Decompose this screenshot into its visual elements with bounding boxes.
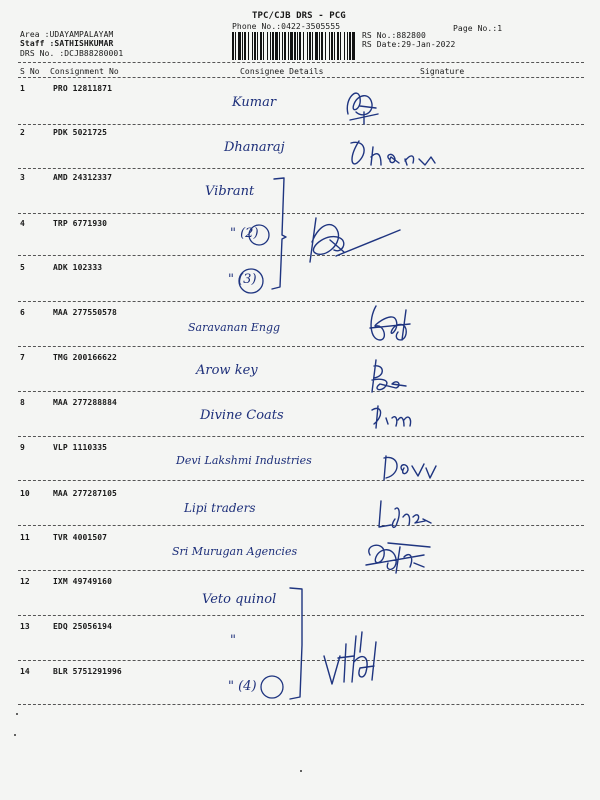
row-consignment: PDK 5021725 xyxy=(53,128,108,137)
row-consignee: Divine Coats xyxy=(200,408,284,423)
column-sno: S No xyxy=(20,67,40,76)
circle-mark xyxy=(246,222,272,248)
signature-row-13 xyxy=(318,622,393,692)
row-consignment: TVR 4001507 xyxy=(53,533,108,542)
column-consignment: Consignment No xyxy=(50,67,119,76)
barcode-image xyxy=(232,32,360,60)
row-sno: 12 xyxy=(20,577,30,586)
row-consignment: ADK 102333 xyxy=(53,263,103,272)
row-sno: 8 xyxy=(20,398,25,407)
rs-date: RS Date:29-Jan-2022 xyxy=(362,40,456,49)
row-consignee: Devi Lakshmi Industries xyxy=(176,454,312,467)
row-sno: 14 xyxy=(20,667,30,676)
row-consignee: Lipi traders xyxy=(184,501,256,515)
row-sno: 9 xyxy=(20,443,25,452)
column-signature: Signature xyxy=(420,67,465,76)
row-consignee: " (3) xyxy=(228,272,257,287)
signature-row-11 xyxy=(360,537,440,579)
row-consignee: " xyxy=(230,633,236,648)
row-divider xyxy=(18,391,584,392)
signature-row-1 xyxy=(340,84,385,126)
area-label: Area :UDAYAMPALAYAM xyxy=(20,30,114,39)
row-sno: 11 xyxy=(20,533,30,542)
grouping-bracket-a xyxy=(270,175,300,295)
row-sno: 2 xyxy=(20,128,25,137)
row-consignee: Vibrant xyxy=(205,184,255,199)
row-consignee: Saravanan Engg xyxy=(188,321,281,334)
header-divider xyxy=(18,62,584,63)
circle-mark xyxy=(257,672,287,702)
row-consignee: Sri Murugan Agencies xyxy=(172,545,298,558)
scan-speck xyxy=(300,770,302,772)
row-sno: 10 xyxy=(20,489,30,498)
row-consignee: Arow key xyxy=(196,363,258,378)
row-consignment: EDQ 25056194 xyxy=(53,622,112,631)
row-consignment: IXM 49749160 xyxy=(53,577,112,586)
document-title: TPC/CJB DRS - PCG xyxy=(252,11,346,21)
column-divider xyxy=(18,77,584,78)
row-divider xyxy=(18,168,584,169)
drs-number: DRS No. :DCJB88280001 xyxy=(20,49,124,58)
grouping-bracket-b xyxy=(288,585,314,705)
row-consignee: Veto quinol xyxy=(202,592,277,607)
row-divider xyxy=(18,436,584,437)
signature-row-4 xyxy=(300,212,410,272)
row-consignment: MAA 277288884 xyxy=(53,398,117,407)
row-sno: 6 xyxy=(20,308,25,317)
row-sno: 13 xyxy=(20,622,30,631)
row-consignment: MAA 277287105 xyxy=(53,489,117,498)
row-consignee: " (4) xyxy=(228,679,257,694)
row-divider xyxy=(18,525,584,526)
row-sno: 7 xyxy=(20,353,25,362)
rs-number: RS No.:882800 xyxy=(362,31,426,40)
row-consignment: VLP 1110335 xyxy=(53,443,108,452)
row-consignee: Dhanaraj xyxy=(224,140,285,155)
row-consignment: BLR 5751291996 xyxy=(53,667,122,676)
row-sno: 5 xyxy=(20,263,25,272)
signature-row-7 xyxy=(362,356,412,396)
row-sno: 3 xyxy=(20,173,25,182)
row-divider xyxy=(18,480,584,481)
row-sno: 1 xyxy=(20,84,25,93)
row-divider xyxy=(18,346,584,347)
signature-row-9 xyxy=(378,448,438,488)
row-sno: 4 xyxy=(20,219,25,228)
signature-row-10 xyxy=(375,495,435,535)
staff-label: Staff :SATHISHKUMAR xyxy=(20,39,114,48)
row-consignment: TRP 6771930 xyxy=(53,219,108,228)
row-consignee: Kumar xyxy=(232,95,277,110)
row-consignment: MAA 277550578 xyxy=(53,308,117,317)
row-consignee: " (2) xyxy=(230,226,259,241)
phone-number: Phone No.:0422-3505555 xyxy=(232,22,341,31)
signature-row-6 xyxy=(362,300,417,350)
scan-speck xyxy=(16,713,18,715)
column-consignee: Consignee Details xyxy=(240,67,324,76)
row-consignment: PRO 12811871 xyxy=(53,84,112,93)
row-divider xyxy=(18,301,584,302)
page-number: Page No.:1 xyxy=(453,24,503,33)
signature-row-2 xyxy=(345,133,455,173)
row-consignment: TMG 200166622 xyxy=(53,353,117,362)
signature-row-8 xyxy=(368,400,418,432)
row-divider xyxy=(18,570,584,571)
row-consignment: AMD 24312337 xyxy=(53,173,112,182)
scan-speck xyxy=(14,734,16,736)
circle-mark xyxy=(236,266,266,296)
row-divider xyxy=(18,124,584,125)
